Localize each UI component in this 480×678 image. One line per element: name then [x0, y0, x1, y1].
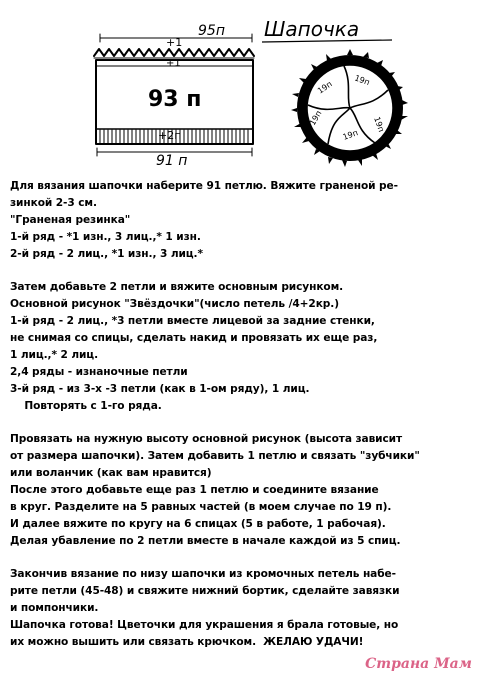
text-line: Для вязания шапочки наберите 91 петлю. Вяжите граненой ре-: [10, 180, 398, 192]
top-stitch-count: 95п: [198, 23, 225, 39]
text-line: 3-й ряд - из 3-х -3 петли (как в 1-ом ряду), 1 лиц.: [10, 382, 310, 395]
sector-label-4: 19п: [307, 109, 324, 127]
text-line: Повторять с 1-го ряда.: [10, 399, 162, 412]
text-line: Закончив вязание по низу шапочки из кромочных петель набе-: [10, 568, 396, 581]
text-line: Шапочка готова! Цветочки для украшения я брала готовые, но: [10, 619, 399, 632]
text-line: от размера шапочки). Затем добавить 1 петлю и связать "зубчики": [10, 450, 420, 463]
crown-diagram: [291, 49, 408, 167]
text-line: рите петли (45-48) и свяжите нижний бортик, сделайте завязки: [10, 585, 400, 598]
text-line: 2,4 ряды - изнаночные петли: [10, 365, 188, 378]
paragraph-gap: [10, 262, 476, 279]
center-stitch-count: 93 п: [148, 87, 202, 112]
plus-one-top-label: +1: [166, 36, 183, 49]
text-line: И далее вяжите по кругу на 6 спицах (5 в работе, 1 рабочая).: [10, 517, 386, 530]
text-line: 2-й ряд - 2 лиц., *1 изн., 3 лиц.*: [10, 247, 203, 260]
sector-label-1: 19п: [353, 73, 371, 88]
diagram-title: Шапочка: [264, 17, 360, 41]
text-line: или воланчик (как вам нравится): [10, 467, 212, 480]
text-line: "Граненая резинка": [10, 213, 131, 226]
instructions-text: [10, 178, 476, 651]
text-line: 1-й ряд - 2 лиц., *3 петли вместе лицевой за задние стенки,: [10, 315, 375, 328]
sector-label-5: 19п: [315, 79, 334, 96]
paragraph-gap: [10, 414, 476, 431]
text-line: зинкой 2-3 см.: [10, 196, 97, 209]
text-line: не снимая со спицы, сделать накид и провязать их еще раз,: [10, 332, 378, 345]
text-line: После этого добавьте еще раз 1 петлю и соедините вязание: [10, 484, 379, 497]
text-line: 1-й ряд - *1 изн., 3 лиц.,* 1 изн.: [10, 230, 201, 243]
plus-two-label: +2п: [158, 129, 182, 142]
plus-one-second-label: +1: [166, 58, 181, 69]
pattern-sketch: [0, 0, 480, 175]
paragraph-gap: [10, 550, 476, 567]
text-line: Затем добавьте 2 петли и вяжите основным рисунком.: [10, 281, 344, 294]
text-line: и помпончики.: [10, 602, 99, 615]
text-line: 1 лиц.,* 2 лиц.: [10, 348, 98, 361]
text-line: Провязать на нужную высоту основной рисунок (высота зависит: [10, 433, 403, 446]
text-line: Делая убавление по 2 петли вместе в начале каждой из 5 спиц.: [10, 534, 401, 547]
sector-label-3: 19п: [341, 128, 360, 142]
text-line: Основной рисунок "Звёздочки"(число петель /4+2кр.): [10, 298, 339, 311]
watermark-logo: Страна Мам: [365, 656, 472, 672]
bottom-stitch-count: 91 п: [156, 153, 188, 169]
text-line: в круг. Разделите на 5 равных частей (в моем случае по 19 п).: [10, 500, 392, 513]
text-line: их можно вышить или связать крючком. ЖЕЛАЮ УДАЧИ!: [10, 636, 364, 649]
sector-label-2: 19п: [372, 115, 386, 134]
zigzag-edge: [94, 49, 254, 56]
